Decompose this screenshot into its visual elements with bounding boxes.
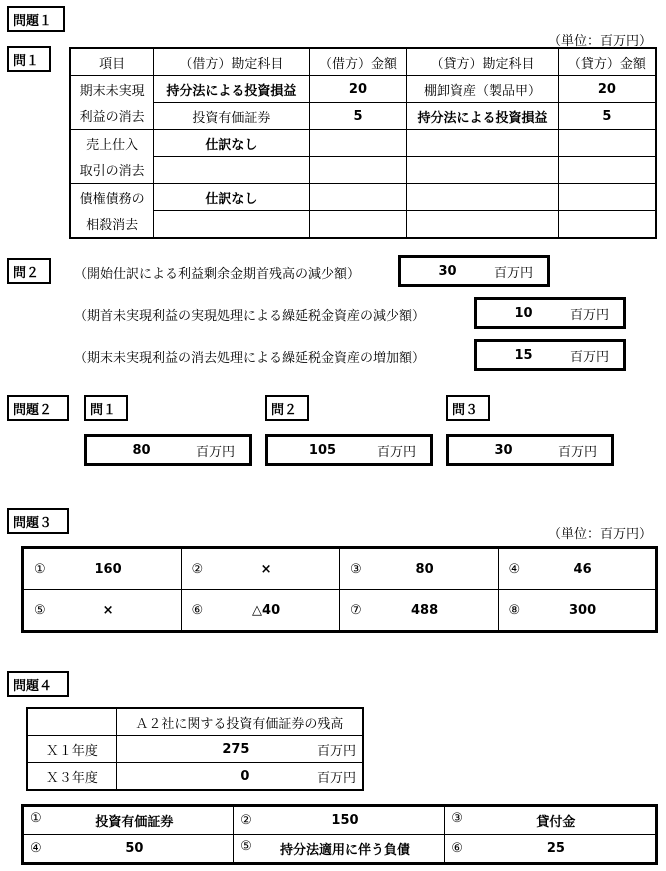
answer-cell: ③ 80 xyxy=(340,548,499,590)
table-row xyxy=(27,736,363,763)
table-row xyxy=(70,157,656,184)
table-row xyxy=(23,835,657,864)
answer-cell: ④ 50 xyxy=(23,835,234,864)
journal-table xyxy=(69,47,657,239)
answer-cell: ④ 46 xyxy=(498,548,657,590)
mondai2-answer-3: 30 百万円 xyxy=(446,434,614,466)
header-dr-account: （借方）勘定科目 xyxy=(154,48,309,76)
mondai1-label: 問題１ xyxy=(7,6,65,32)
toi2-answer-1: 30 百万円 xyxy=(398,255,550,287)
answer-cell: ① 投資有価証券 xyxy=(23,806,234,835)
answer-cell: ⑦ 488 xyxy=(340,590,499,632)
table-row xyxy=(23,806,657,835)
toi2-label: 問２ xyxy=(7,258,51,284)
answer-cell: ② × xyxy=(181,548,340,590)
toi2-question-3: （期末未実現利益の消去処理による繰延税金資産の増加額） xyxy=(74,351,426,366)
header-item: 項目 xyxy=(70,48,154,76)
table-row xyxy=(70,130,656,157)
balance-unit: 百万円 xyxy=(289,763,363,791)
table-row xyxy=(70,76,656,103)
header-dr-amount: （借方）金額 xyxy=(309,48,407,76)
year-label: Ｘ１年度 xyxy=(27,736,116,763)
mondai2-toi1-label: 問１ xyxy=(84,395,128,421)
answer-cell: ① 160 xyxy=(23,548,182,590)
dr-account: 持分法による投資損益 xyxy=(154,76,309,103)
toi2-question-2: （期首未実現利益の実現処理による繰延税金資産の減少額） xyxy=(74,309,426,324)
item-label: 利益の消去 xyxy=(70,103,154,130)
mondai2-toi3-label: 問３ xyxy=(446,395,490,421)
cr-amount: 5 xyxy=(558,103,656,130)
table-row xyxy=(70,211,656,239)
answer-cell: ② 150 xyxy=(234,806,445,835)
mondai3-table xyxy=(21,546,658,633)
table-row xyxy=(70,103,656,130)
balance-unit: 百万円 xyxy=(289,736,363,763)
answer-cell: ③ 貸付金 xyxy=(445,806,657,835)
dr-amount: 20 xyxy=(309,76,407,103)
header-cr-account: （貸方）勘定科目 xyxy=(407,48,558,76)
mondai2-toi2-label: 問２ xyxy=(265,395,309,421)
dr-account: 仕訳なし xyxy=(154,184,309,211)
balance-value: 0 xyxy=(116,763,289,791)
dr-account: 仕訳なし xyxy=(154,130,309,157)
mondai4-label: 問題４ xyxy=(7,671,69,697)
mondai2-answer-2: 105 百万円 xyxy=(265,434,433,466)
item-label: 期末未実現 xyxy=(70,76,154,103)
cr-amount: 20 xyxy=(558,76,656,103)
toi2-answer-2: 10 百万円 xyxy=(474,297,626,329)
mondai3-label: 問題３ xyxy=(7,508,69,534)
cr-account: 持分法による投資損益 xyxy=(407,103,558,130)
year-label: Ｘ３年度 xyxy=(27,763,116,791)
balance-value: 275 xyxy=(116,736,289,763)
item-label: 売上仕入 xyxy=(70,130,154,157)
answer-cell: ⑤ 持分法適用に伴う負債 xyxy=(234,835,445,864)
journal-header-row xyxy=(70,48,656,76)
item-label: 取引の消去 xyxy=(70,157,154,184)
table-row xyxy=(27,763,363,791)
mondai4-balance-table xyxy=(26,707,364,791)
cr-account: 棚卸資産（製品甲） xyxy=(407,76,558,103)
header-cr-amount: （貸方）金額 xyxy=(558,48,656,76)
toi1-label: 問１ xyxy=(7,46,51,72)
toi2-question-1: （開始仕訳による利益剰余金期首残高の減少額） xyxy=(74,267,361,282)
balance-header: Ａ２社に関する投資有価証券の残高 xyxy=(116,708,363,736)
dr-account: 投資有価証券 xyxy=(154,103,309,130)
mondai3-unit: （単位：百万円） xyxy=(548,527,653,542)
answer-cell: ⑥ 25 xyxy=(445,835,657,864)
table-row xyxy=(23,590,657,632)
mondai2-label: 問題２ xyxy=(7,395,69,421)
answer-cell: ⑤ × xyxy=(23,590,182,632)
mondai1-unit: （単位：百万円） xyxy=(548,34,653,49)
answer-cell: ⑥ △40 xyxy=(181,590,340,632)
mondai4-answer-table xyxy=(21,804,658,865)
table-row xyxy=(23,548,657,590)
item-label: 相殺消去 xyxy=(70,211,154,239)
dr-amount: 5 xyxy=(309,103,407,130)
item-label: 債権債務の xyxy=(70,184,154,211)
table-row xyxy=(70,184,656,211)
answer-cell: ⑧ 300 xyxy=(498,590,657,632)
table-row xyxy=(27,708,363,736)
toi2-answer-3: 15 百万円 xyxy=(474,339,626,371)
mondai2-answer-1: 80 百万円 xyxy=(84,434,252,466)
